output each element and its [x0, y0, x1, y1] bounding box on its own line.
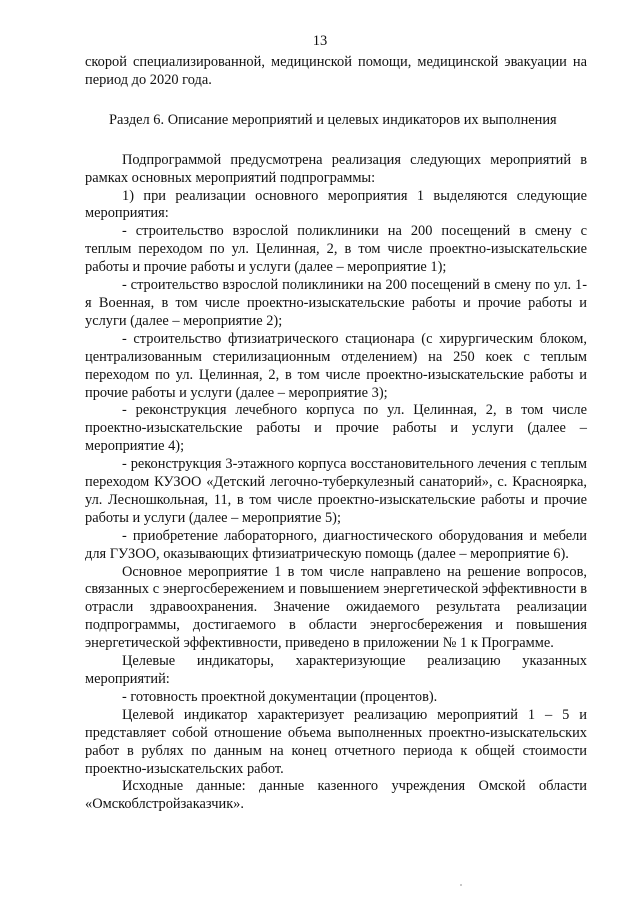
intro-paragraph: скорой специализированной, медицинской помощи, медицинской эвакуации на период до 2020 года. [85, 54, 587, 88]
list-item-event-2: - строительство взрослой поликлиники на 200 посещений в смену по ул. 1-я Военная, в том числе проектно-изыскательские работы и прочие работы и услуги (далее – мероприятие 2); [85, 277, 587, 329]
list-item-event-4: - реконструкция лечебного корпуса по ул. Целинная, 2, в том числе проектно-изыскательские работы и прочие работы и услуги (далее – мероприятие 4); [85, 402, 587, 455]
document-body [85, 54, 587, 814]
scan-speck [460, 884, 462, 886]
list-item-event-1: - строительство взрослой поликлиники на 200 посещений в смену с теплым переходом по ул. Целинная, 2, в том числе проектно-изыскательские работы и прочие работы и услуги (далее – мероприятие 1); [85, 223, 587, 276]
section-heading: Раздел 6. Описание мероприятий и целевых индикаторов их выполнения [109, 111, 557, 128]
list-item-event-6: - приобретение лабораторного, диагностического оборудования и мебели для ГУЗОО, оказывающих фтизиатрическую помощь (далее – мероприятие 6). [85, 527, 587, 562]
list-item-event-5: - реконструкция 3-этажного корпуса восстановительного лечения с теплым переходом КУЗОО «Детский легочно-туберкулезный санаторий», с. Красноярка, ул. Лесношкольная, 11, в том числе проектно-изыскательские работы и прочие работы и услуги (далее – мероприятие 5); [85, 456, 587, 526]
paragraph-indicators: Целевые индикаторы, характеризующие реализацию указанных мероприятий: [85, 653, 587, 687]
paragraph-source-data: Исходные данные: данные казенного учреждения Омской области «Омскоблстройзаказчик». [85, 778, 587, 813]
page-number: 13 [312, 33, 328, 49]
paragraph-indicator-description: Целевой индикатор характеризует реализацию мероприятий 1 – 5 и представляет собой отношение объема выполненных проектно-изыскательских работ в рублях по данным на конец отчетного периода к общей стоимости проектно-изыскательских работ. [85, 706, 587, 777]
list-item-indicator: - готовность проектной документации (процентов). [122, 688, 438, 705]
paragraph-1: Подпрограммой предусмотрена реализация следующих мероприятий в рамках основных мероприятий подпрограммы: [85, 151, 587, 186]
list-item-event-3: - строительство фтизиатрического стационара (с хирургическим блоком, централизованным стерилизационным отделением) на 250 коек с теплым переходом по ул. Целинная, 2, в том числе проектно-изыскательские работы и прочие работы и услуги (далее – мероприятие 3); [85, 330, 587, 401]
paragraph-energy: Основное мероприятие 1 в том числе направлено на решение вопросов, связанных с энергосбережением и повышением энергетической эффективности в отрасли здравоохранения. Значение ожидаемого результата реализации подпрограммы, достигаемого в области энергосбережения и повышения энергетической эффективности, приведено в приложении № 1 к Программе. [85, 563, 587, 652]
paragraph-2: 1) при реализации основного мероприятия 1 выделяются следующие мероприятия: [85, 187, 587, 222]
